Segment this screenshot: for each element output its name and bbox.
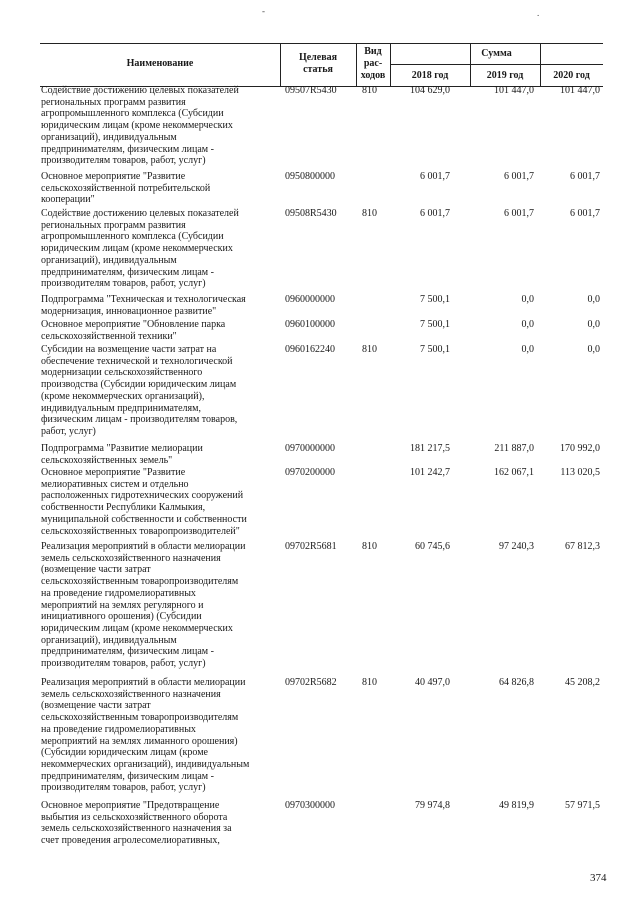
row-2020: 6 001,7 (570, 208, 600, 219)
scan-mark-right: . (537, 8, 540, 18)
row-name: Содействие достижению целевых показателей региональных программ развития агропромышленного комплекса (Субсидии юридическим лицам (кроме некоммерческих организаций), индивидуальным предпринимателям, физическим лицам - производителям товаров, работ, услуг) (41, 85, 239, 167)
row-name: Основное мероприятие "Предотвращение выбытия из сельскохозяйственного оборота земель сельскохозяйственного назначения за счет проведения агролесомелиоративных, (41, 800, 232, 847)
row-2018: 101 242,7 (410, 467, 450, 478)
row-code: 0950800000 (285, 171, 335, 182)
row-2019: 101 447,0 (494, 85, 534, 96)
row-2018: 7 500,1 (420, 294, 450, 305)
row-2020: 57 971,5 (565, 800, 600, 811)
row-name: Реализация мероприятий в области мелиорации земель сельскохозяйственного назначения (возмещение части затрат сельскохозяйственным товаропроизводителям на проведение гидромелиоративных мероприятий на землях регулярного и инициативного орошения) (Субсидии юридическим лицам (кроме некоммерческих организаций), индивидуальным предпринимателям, физическим лицам - производителям товаров, работ, услуг) (41, 541, 246, 670)
row-2018: 7 500,1 (420, 344, 450, 355)
row-expense-type: 810 (362, 208, 377, 219)
row-2019: 0,0 (521, 294, 534, 305)
scan-mark-top: - (262, 6, 265, 16)
row-2018: 6 001,7 (420, 208, 450, 219)
header-2018: 2018 год (411, 70, 449, 81)
row-2018: 181 217,5 (410, 443, 450, 454)
row-2020: 170 992,0 (560, 443, 600, 454)
row-2019: 97 240,3 (499, 541, 534, 552)
row-2020: 0,0 (587, 319, 600, 330)
row-2019: 6 001,7 (504, 208, 534, 219)
row-2020: 0,0 (587, 344, 600, 355)
row-2018: 6 001,7 (420, 171, 450, 182)
row-code: 0970200000 (285, 467, 335, 478)
row-2020: 45 208,2 (565, 677, 600, 688)
row-code: 09508R5430 (285, 208, 337, 219)
row-code: 0960000000 (285, 294, 335, 305)
row-2018: 40 497,0 (415, 677, 450, 688)
header-name: Наименование (126, 58, 194, 69)
table-header (40, 43, 603, 87)
row-2018: 60 745,6 (415, 541, 450, 552)
row-name: Подпрограмма "Техническая и технологическая модернизация, инновационное развитие" (41, 294, 246, 317)
row-2020: 67 812,3 (565, 541, 600, 552)
row-name: Содействие достижению целевых показателей региональных программ развития агропромышленного комплекса (Субсидии юридическим лицам (кроме некоммерческих организаций), индивидуальным предпринимателям, физическим лицам - производителям товаров, работ, услуг) (41, 208, 239, 290)
row-2019: 0,0 (521, 344, 534, 355)
header-expense-type: Вид рас- ходов (360, 46, 386, 81)
header-2019: 2019 год (486, 70, 524, 81)
header-2020: 2020 год (553, 70, 590, 81)
header-target: Целевая статья (298, 52, 338, 75)
row-name: Основное мероприятие "Развитие мелиоративных систем и отдельно расположенных гидротехнических сооружений собственности Республики Калмыкия, муниципальной собственности и собственности сельскохозяйственных товаропроизводителей" (41, 467, 247, 537)
row-expense-type: 810 (362, 85, 377, 96)
row-name: Подпрограмма "Развитие мелиорации сельскохозяйственных земель" (41, 443, 203, 466)
row-code: 09507R5430 (285, 85, 337, 96)
row-2020: 0,0 (587, 294, 600, 305)
row-2019: 211 887,0 (494, 443, 534, 454)
row-name: Основное мероприятие "Обновление парка сельскохозяйственной техники" (41, 319, 226, 342)
row-code: 0970000000 (285, 443, 335, 454)
row-2019: 6 001,7 (504, 171, 534, 182)
row-expense-type: 810 (362, 677, 377, 688)
row-2020: 101 447,0 (560, 85, 600, 96)
row-2020: 6 001,7 (570, 171, 600, 182)
row-name: Основное мероприятие "Развитие сельскохозяйственной потребительской кооперации" (41, 171, 211, 206)
row-name: Субсидии на возмещение части затрат на обеспечение технической и технологической модернизации сельскохозяйственного производства (Субсидии юридическим лицам (кроме некоммерческих организаций), индивидуальным предпринимателям, физическим лицам - производителям товаров, работ, услуг) (41, 344, 238, 437)
row-2020: 113 020,5 (560, 467, 600, 478)
row-code: 09702R5682 (285, 677, 337, 688)
row-expense-type: 810 (362, 344, 377, 355)
row-code: 0960100000 (285, 319, 335, 330)
row-2018: 79 974,8 (415, 800, 450, 811)
row-code: 09702R5681 (285, 541, 337, 552)
row-name: Реализация мероприятий в области мелиорации земель сельскохозяйственного назначения (возмещение части затрат сельскохозяйственным товаропроизводителям на проведение гидромелиоративных мероприятий на землях лиманного орошения) (Субсидии юридическим лицам (кроме некоммерческих организаций), индивидуальным предпринимателям, физическим лицам - производителям товаров, работ, услуг) (41, 677, 250, 794)
row-2019: 162 067,1 (494, 467, 534, 478)
row-2018: 7 500,1 (420, 319, 450, 330)
row-expense-type: 810 (362, 541, 377, 552)
row-2018: 104 629,0 (410, 85, 450, 96)
row-2019: 64 826,8 (499, 677, 534, 688)
row-2019: 0,0 (521, 319, 534, 330)
row-2019: 49 819,9 (499, 800, 534, 811)
row-code: 0960162240 (285, 344, 335, 355)
row-code: 0970300000 (285, 800, 335, 811)
header-sum: Сумма (481, 48, 512, 59)
page-number: 374 (590, 872, 607, 884)
